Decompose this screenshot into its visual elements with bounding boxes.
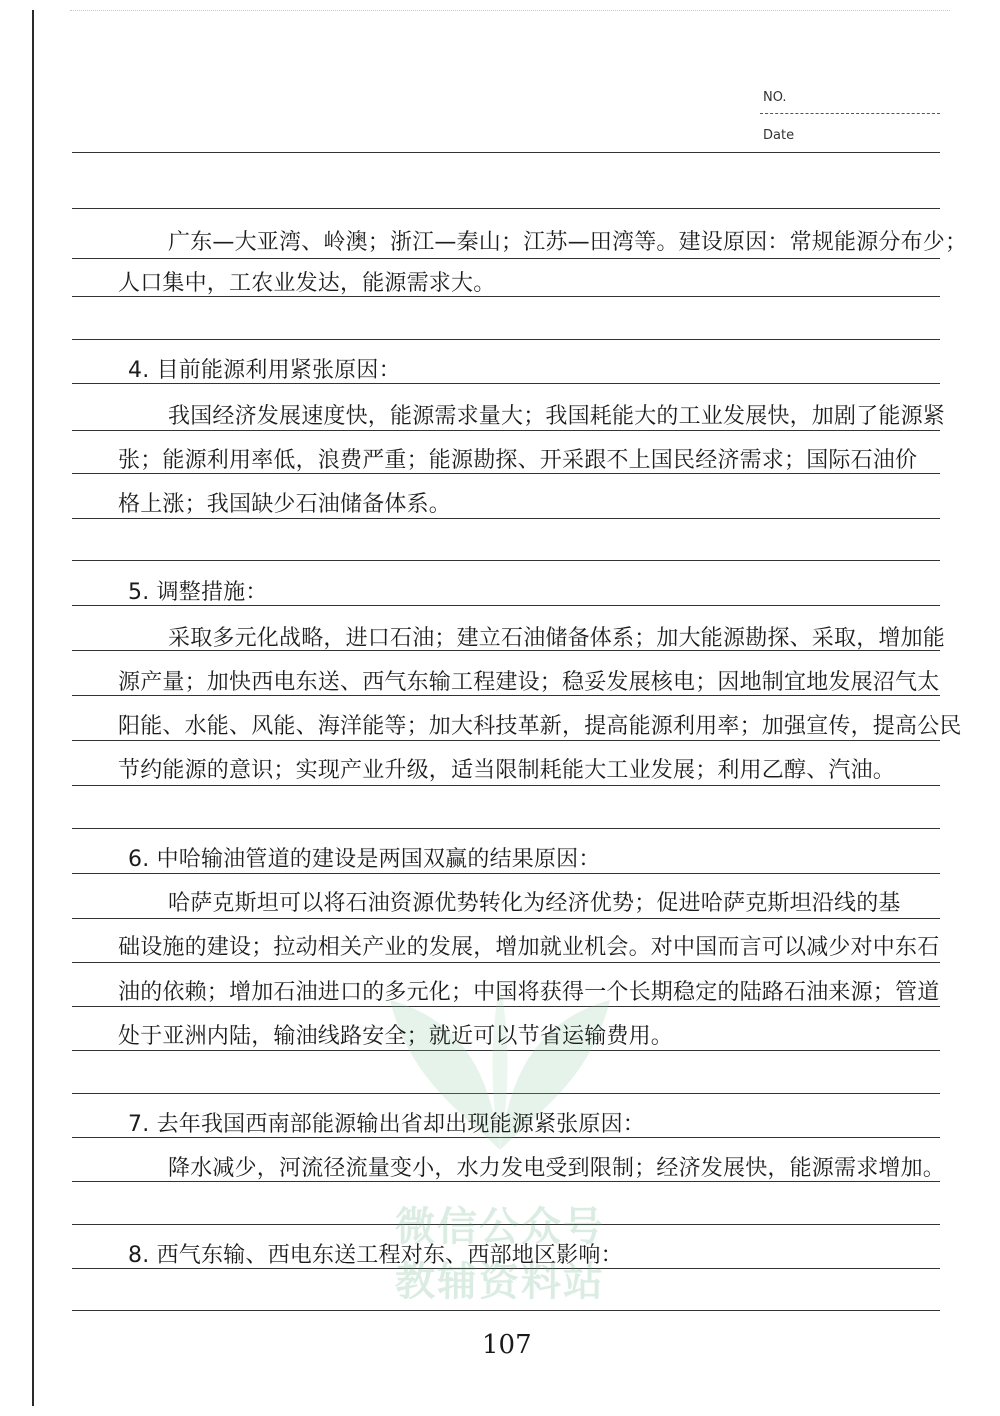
top-tick-border xyxy=(70,10,950,21)
text-line: 源产量；加快西电东送、西气东输工程建设；稳妥发展核电；因地制宜地发展沼气太 xyxy=(118,670,940,695)
text-line: 节约能源的意识；实现产业升级，适当限制耗能大工业发展；利用乙醇、汽油。 xyxy=(118,758,896,783)
watermark-line-1: 微信公众号 xyxy=(395,1204,605,1250)
ruled-line xyxy=(72,1050,940,1051)
section-heading: 4. 目前能源利用紧张原因： xyxy=(128,358,401,383)
number-dash-line xyxy=(760,113,940,114)
text-line: 张；能源利用率低，浪费严重；能源勘探、开采跟不上国民经济需求；国际石油价 xyxy=(118,448,918,473)
watermark-line-2: 教辅资料站 xyxy=(395,1259,605,1305)
number-label: NO. xyxy=(763,90,787,105)
text-line: 我国经济发展速度快，能源需求量大；我国耗能大的工业发展快，加剧了能源紧 xyxy=(168,404,946,429)
section-heading: 8. 西气东输、西电东送工程对东、西部地区影响： xyxy=(128,1243,623,1268)
section-heading: 5. 调整措施： xyxy=(128,580,268,605)
ruled-line xyxy=(72,1224,940,1225)
text-line: 阳能、水能、风能、海洋能等；加大科技革新，提高能源利用率；加强宣传，提高公民 xyxy=(118,714,962,739)
ruled-line xyxy=(72,873,940,874)
ruled-line xyxy=(72,430,940,431)
ruled-line xyxy=(72,785,940,786)
text-line: 降水减少，河流径流量变小，水力发电受到限制；经济发展快，能源需求增加。 xyxy=(168,1156,946,1181)
ruled-line xyxy=(72,258,940,259)
ruled-line xyxy=(72,518,940,519)
ruled-line xyxy=(72,1006,940,1007)
margin-line xyxy=(32,10,34,1406)
text-line: 处于亚洲内陆，输油线路安全；就近可以节省运输费用。 xyxy=(118,1024,674,1049)
text-line: 采取多元化战略，进口石油；建立石油储备体系；加大能源勘探、采取，增加能 xyxy=(168,626,946,651)
text-line: 广东—大亚湾、岭澳；浙江—秦山；江苏—田湾等。建设原因：常规能源分布少； xyxy=(168,230,968,255)
ruled-line xyxy=(72,740,940,741)
ruled-line xyxy=(72,339,940,340)
ruled-line xyxy=(72,828,940,829)
date-label: Date xyxy=(763,128,795,143)
ruled-line xyxy=(72,918,940,919)
ruled-line xyxy=(72,208,940,209)
text-line: 油的依赖；增加石油进口的多元化；中国将获得一个长期稳定的陆路石油来源；管道 xyxy=(118,980,940,1005)
section-heading: 6. 中哈输油管道的建设是两国双赢的结果原因： xyxy=(128,847,601,872)
ruled-line xyxy=(72,962,940,963)
text-line: 格上涨；我国缺少石油储备体系。 xyxy=(118,492,452,517)
ruled-line xyxy=(72,1093,940,1094)
ruled-line xyxy=(72,152,940,153)
text-line: 础设施的建设；拉动相关产业的发展，增加就业机会。对中国而言可以减少对中东石 xyxy=(118,935,940,960)
ruled-line xyxy=(72,1310,940,1311)
section-heading: 7. 去年我国西南部能源输出省却出现能源紧张原因： xyxy=(128,1112,645,1137)
text-line: 人口集中，工农业发达，能源需求大。 xyxy=(118,271,496,296)
ruled-line xyxy=(72,560,940,561)
page-number: 107 xyxy=(482,1330,532,1360)
text-line: 哈萨克斯坦可以将石油资源优势转化为经济优势；促进哈萨克斯坦沿线的基 xyxy=(168,891,901,916)
